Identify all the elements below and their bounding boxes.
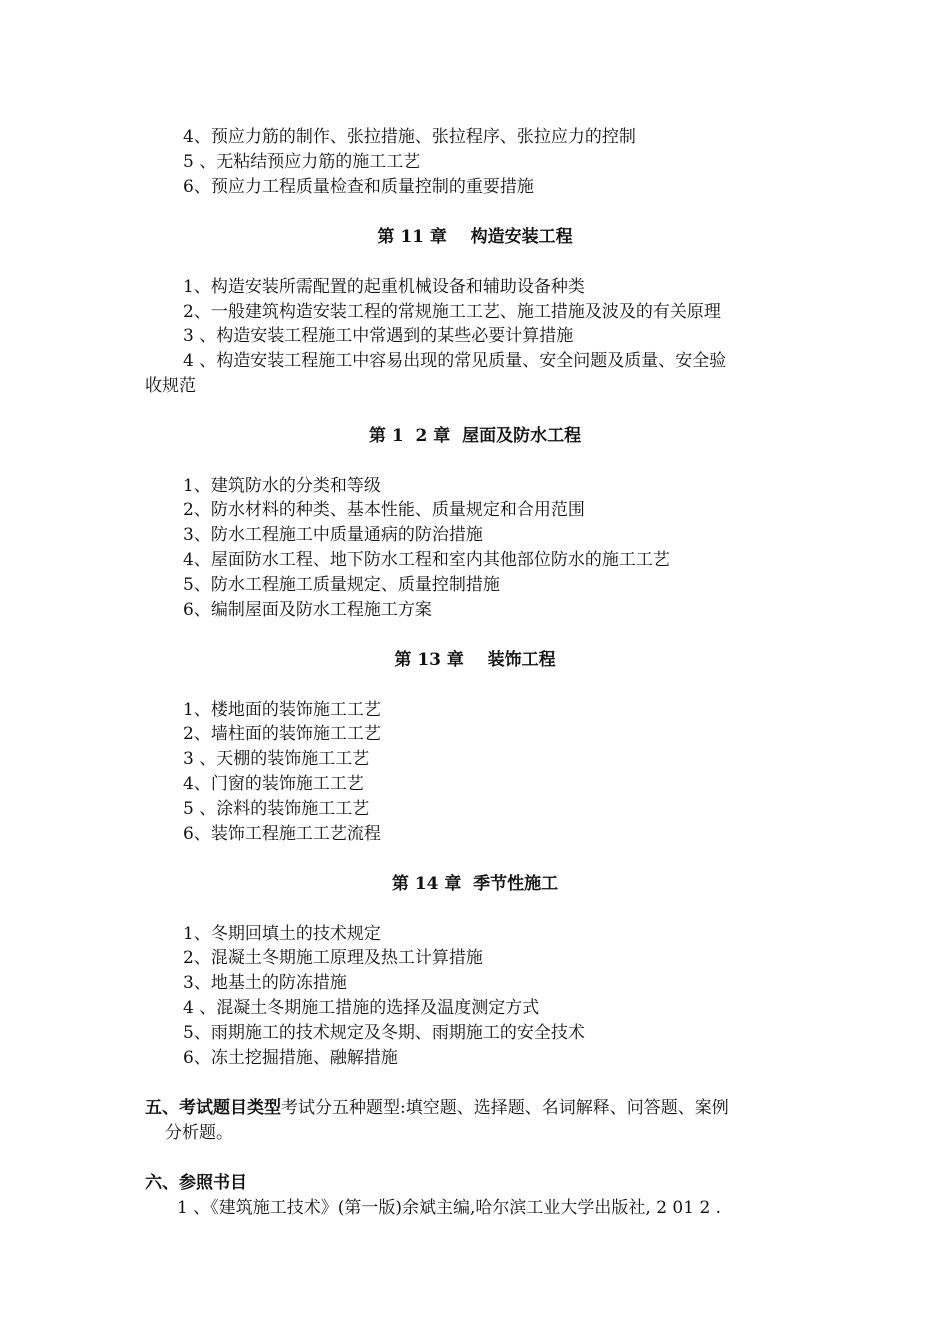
list-item: 6、冻土挖掘措施、融解措施 [183, 1048, 398, 1068]
list-item: 1、冬期回填土的技术规定 [183, 924, 381, 944]
list-item: 3 、构造安装工程施工中常遇到的某些必要计算措施 [183, 326, 574, 346]
list-item: 5、防水工程施工质量规定、质量控制措施 [183, 575, 500, 595]
chapter-12-heading: 第 1 2 章 屋面及防水工程 [368, 426, 582, 446]
list-item: 2、防水材料的种类、基本性能、质量规定和合用范围 [183, 500, 585, 520]
section-6-heading: 六、参照书目 [145, 1173, 247, 1193]
list-item: 5、雨期施工的技术规定及冬期、雨期施工的安全技术 [183, 1023, 585, 1043]
list-item: 2、一般建筑构造安装工程的常规施工工艺、施工措施及波及的有关原理 [183, 302, 721, 322]
section-5-paragraph [145, 1097, 729, 1119]
list-item: 2、墙柱面的装饰施工工艺 [183, 724, 381, 744]
list-item-continuation: 收规范 [145, 376, 196, 396]
list-item: 3 、天棚的装饰施工工艺 [183, 749, 370, 769]
list-item: 4 、混凝土冬期施工措施的选择及温度测定方式 [183, 998, 540, 1018]
list-item: 2、混凝土冬期施工原理及热工计算措施 [183, 948, 483, 968]
section-5-continuation: 分析题。 [165, 1123, 233, 1143]
list-item: 1、建筑防水的分类和等级 [183, 476, 381, 496]
list-item: 3、防水工程施工中质量通病的防治措施 [183, 525, 483, 545]
section-5-text: 考试分五种题型:填空题、选择题、名词解释、问答题、案例 [281, 1098, 729, 1118]
list-item: 5 、涂料的装饰施工工艺 [183, 799, 370, 819]
list-item: 4、门窗的装饰施工工艺 [183, 774, 364, 794]
section-5-label: 五、考试题目类型 [145, 1098, 281, 1118]
chapter-13-heading: 第 13 章 装饰工程 [394, 650, 556, 670]
list-item: 6、编制屋面及防水工程施工方案 [183, 600, 432, 620]
list-item: 4、预应力筋的制作、张拉措施、张拉程序、张拉应力的控制 [183, 127, 636, 147]
list-item: 4 、构造安装工程施工中容易出现的常见质量、安全问题及质量、安全验 [183, 351, 727, 371]
list-item: 6、装饰工程施工工艺流程 [183, 824, 381, 844]
reference-item: 1 、《建筑施工技术》(第一版)余斌主编,哈尔滨工业大学出版社, 2 01 2 . [177, 1198, 722, 1218]
list-item: 4、屋面防水工程、地下防水工程和室内其他部位防水的施工工艺 [183, 550, 670, 570]
list-item: 1、构造安装所需配置的起重机械设备和辅助设备种类 [183, 277, 585, 297]
list-item: 3、地基土的防冻措施 [183, 973, 347, 993]
list-item: 5 、无粘结预应力筋的施工工艺 [183, 152, 421, 172]
list-item: 1、楼地面的装饰施工工艺 [183, 700, 381, 720]
chapter-11-heading: 第 11 章 构造安装工程 [377, 227, 573, 247]
list-item: 6、预应力工程质量检查和质量控制的重要措施 [183, 177, 534, 197]
chapter-14-heading: 第 14 章 季节性施工 [391, 874, 559, 894]
